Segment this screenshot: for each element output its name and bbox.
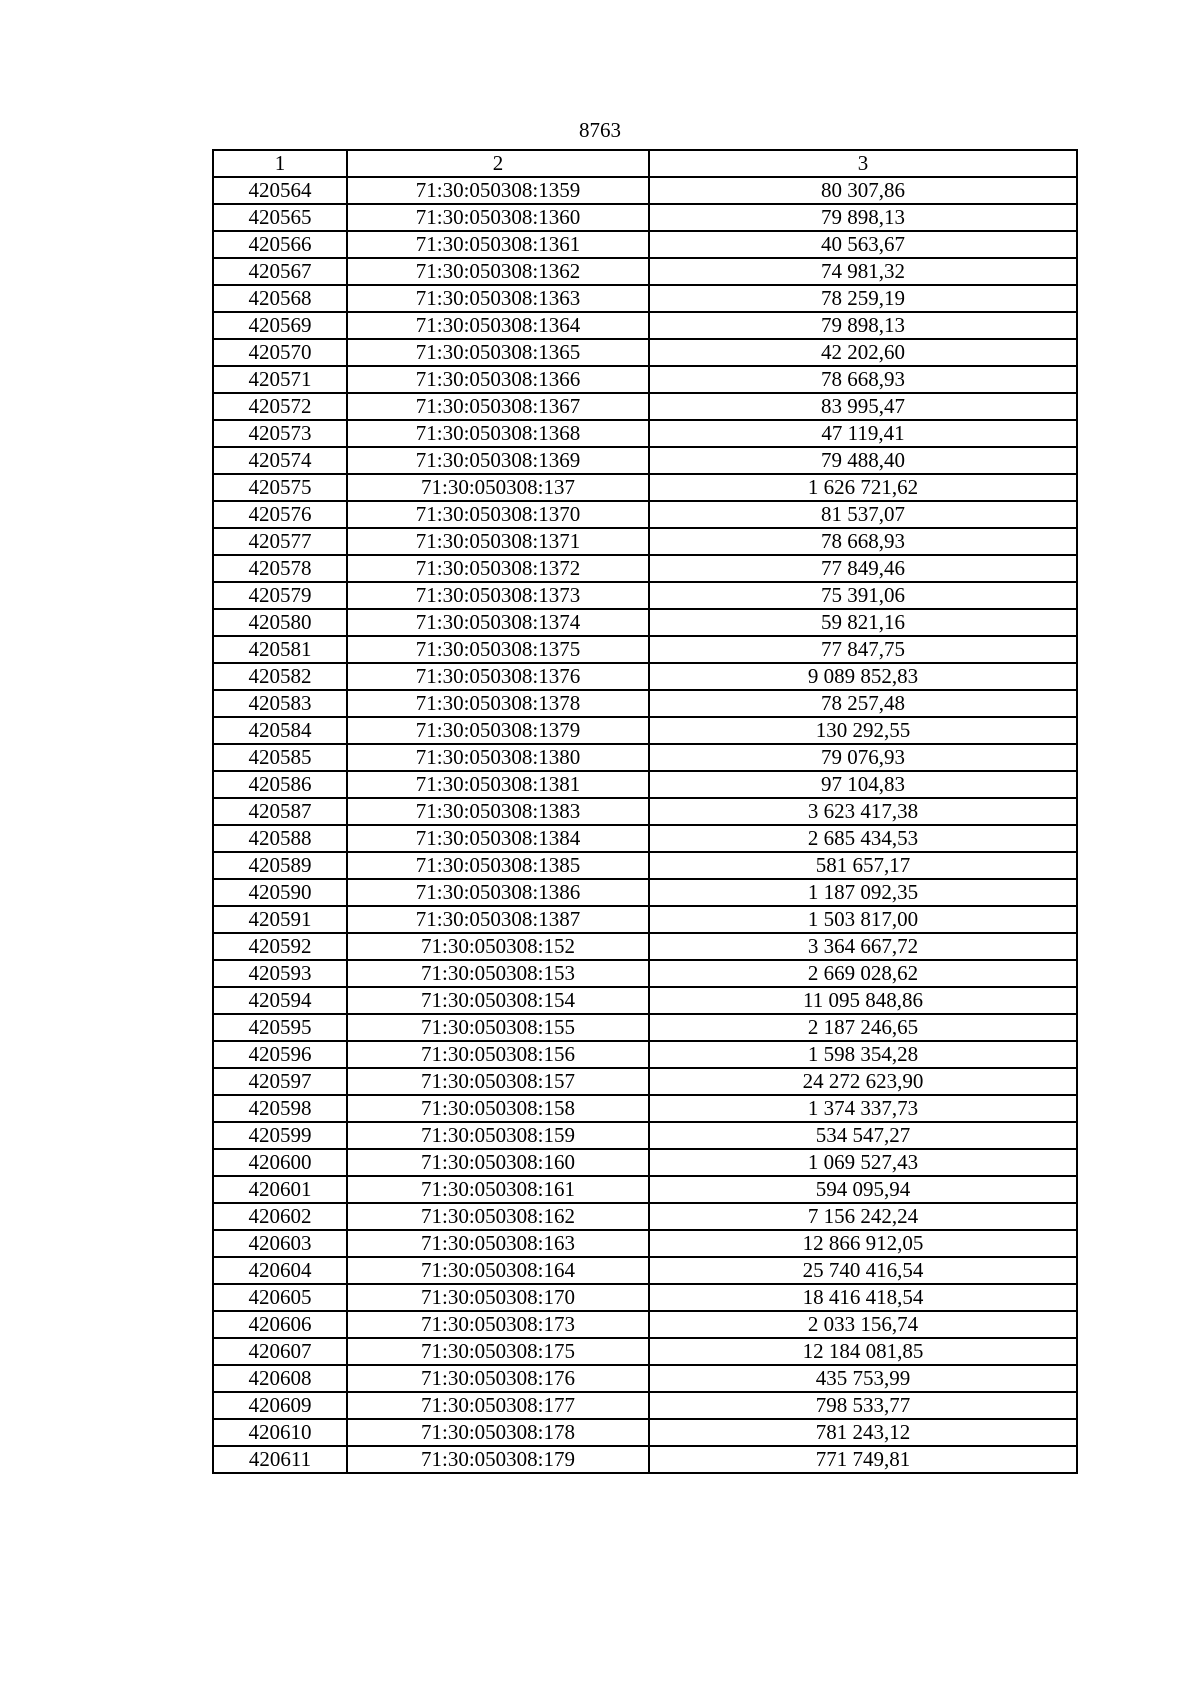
row-number-cell: 420570	[213, 339, 347, 366]
cadastral-number-cell: 71:30:050308:1381	[347, 771, 649, 798]
row-number-cell: 420588	[213, 825, 347, 852]
cadastral-number-cell: 71:30:050308:1366	[347, 366, 649, 393]
value-cell: 83 995,47	[649, 393, 1077, 420]
table-row	[213, 1203, 1077, 1230]
row-number-cell: 420587	[213, 798, 347, 825]
row-number-cell: 420609	[213, 1392, 347, 1419]
row-number-cell: 420572	[213, 393, 347, 420]
cadastral-number-cell: 71:30:050308:163	[347, 1230, 649, 1257]
table-row	[213, 636, 1077, 663]
value-cell: 74 981,32	[649, 258, 1077, 285]
cadastral-number-cell: 71:30:050308:161	[347, 1176, 649, 1203]
row-number-cell: 420579	[213, 582, 347, 609]
header-row	[213, 150, 1077, 177]
value-cell: 1 598 354,28	[649, 1041, 1077, 1068]
cadastral-number-cell: 71:30:050308:1363	[347, 285, 649, 312]
row-number-cell: 420599	[213, 1122, 347, 1149]
cadastral-number-cell: 71:30:050308:1364	[347, 312, 649, 339]
cadastral-number-cell: 71:30:050308:1378	[347, 690, 649, 717]
value-cell: 78 257,48	[649, 690, 1077, 717]
table-row	[213, 1311, 1077, 1338]
value-cell: 11 095 848,86	[649, 987, 1077, 1014]
table-row	[213, 663, 1077, 690]
table-row	[213, 879, 1077, 906]
table-row	[213, 744, 1077, 771]
table-row	[213, 204, 1077, 231]
row-number-cell: 420595	[213, 1014, 347, 1041]
value-cell: 78 259,19	[649, 285, 1077, 312]
cadastral-number-cell: 71:30:050308:176	[347, 1365, 649, 1392]
table-row	[213, 717, 1077, 744]
cadastral-number-cell: 71:30:050308:1380	[347, 744, 649, 771]
row-number-cell: 420600	[213, 1149, 347, 1176]
value-cell: 79 898,13	[649, 204, 1077, 231]
table-row	[213, 798, 1077, 825]
value-cell: 25 740 416,54	[649, 1257, 1077, 1284]
table-row	[213, 528, 1077, 555]
table-row	[213, 987, 1077, 1014]
value-cell: 2 033 156,74	[649, 1311, 1077, 1338]
row-number-cell: 420604	[213, 1257, 347, 1284]
value-cell: 80 307,86	[649, 177, 1077, 204]
table-body	[213, 177, 1077, 1473]
header-cell-col3: 3	[649, 150, 1077, 177]
cadastral-number-cell: 71:30:050308:1368	[347, 420, 649, 447]
cadastral-number-cell: 71:30:050308:170	[347, 1284, 649, 1311]
row-number-cell: 420573	[213, 420, 347, 447]
table-row	[213, 474, 1077, 501]
cadastral-number-cell: 71:30:050308:1372	[347, 555, 649, 582]
cadastral-number-cell: 71:30:050308:173	[347, 1311, 649, 1338]
table-row	[213, 771, 1077, 798]
cadastral-number-cell: 71:30:050308:155	[347, 1014, 649, 1041]
row-number-cell: 420593	[213, 960, 347, 987]
row-number-cell: 420598	[213, 1095, 347, 1122]
row-number-cell: 420564	[213, 177, 347, 204]
table-row	[213, 1122, 1077, 1149]
value-cell: 9 089 852,83	[649, 663, 1077, 690]
table-row	[213, 420, 1077, 447]
value-cell: 2 669 028,62	[649, 960, 1077, 987]
cadastral-number-cell: 71:30:050308:1367	[347, 393, 649, 420]
cadastral-number-cell: 71:30:050308:1384	[347, 825, 649, 852]
value-cell: 7 156 242,24	[649, 1203, 1077, 1230]
cadastral-number-cell: 71:30:050308:160	[347, 1149, 649, 1176]
table-row	[213, 555, 1077, 582]
cadastral-number-cell: 71:30:050308:1386	[347, 879, 649, 906]
table-row	[213, 1176, 1077, 1203]
value-cell: 77 849,46	[649, 555, 1077, 582]
table-row	[213, 258, 1077, 285]
table-row	[213, 906, 1077, 933]
page-number: 8763	[579, 118, 621, 142]
row-number-cell: 420608	[213, 1365, 347, 1392]
table-row	[213, 312, 1077, 339]
value-cell: 435 753,99	[649, 1365, 1077, 1392]
table-row	[213, 285, 1077, 312]
value-cell: 1 069 527,43	[649, 1149, 1077, 1176]
table-row	[213, 1392, 1077, 1419]
value-cell: 40 563,67	[649, 231, 1077, 258]
table-row	[213, 1041, 1077, 1068]
value-cell: 581 657,17	[649, 852, 1077, 879]
value-cell: 2 187 246,65	[649, 1014, 1077, 1041]
table-row	[213, 1095, 1077, 1122]
row-number-cell: 420590	[213, 879, 347, 906]
row-number-cell: 420596	[213, 1041, 347, 1068]
cadastral-number-cell: 71:30:050308:179	[347, 1446, 649, 1473]
header-cell-col1: 1	[213, 150, 347, 177]
value-cell: 47 119,41	[649, 420, 1077, 447]
row-number-cell: 420610	[213, 1419, 347, 1446]
row-number-cell: 420585	[213, 744, 347, 771]
row-number-cell: 420571	[213, 366, 347, 393]
cadastral-number-cell: 71:30:050308:1370	[347, 501, 649, 528]
value-cell: 781 243,12	[649, 1419, 1077, 1446]
cadastral-number-cell: 71:30:050308:154	[347, 987, 649, 1014]
cadastral-number-cell: 71:30:050308:177	[347, 1392, 649, 1419]
table-row	[213, 1284, 1077, 1311]
value-cell: 2 685 434,53	[649, 825, 1077, 852]
table-row	[213, 231, 1077, 258]
row-number-cell: 420576	[213, 501, 347, 528]
table-row	[213, 852, 1077, 879]
row-number-cell: 420580	[213, 609, 347, 636]
row-number-cell: 420575	[213, 474, 347, 501]
cadastral-number-cell: 71:30:050308:1387	[347, 906, 649, 933]
value-cell: 3 364 667,72	[649, 933, 1077, 960]
value-cell: 534 547,27	[649, 1122, 1077, 1149]
table-row	[213, 960, 1077, 987]
table-row	[213, 933, 1077, 960]
value-cell: 79 488,40	[649, 447, 1077, 474]
row-number-cell: 420607	[213, 1338, 347, 1365]
cadastral-number-cell: 71:30:050308:1373	[347, 582, 649, 609]
table-row	[213, 1014, 1077, 1041]
cadastral-number-cell: 71:30:050308:1360	[347, 204, 649, 231]
table-row	[213, 1446, 1077, 1473]
table-row	[213, 609, 1077, 636]
value-cell: 12 866 912,05	[649, 1230, 1077, 1257]
row-number-cell: 420591	[213, 906, 347, 933]
value-cell: 42 202,60	[649, 339, 1077, 366]
table-row	[213, 393, 1077, 420]
table-header	[213, 150, 1077, 177]
value-cell: 1 503 817,00	[649, 906, 1077, 933]
table-row	[213, 177, 1077, 204]
data-table	[212, 149, 1078, 1474]
row-number-cell: 420581	[213, 636, 347, 663]
value-cell: 1 187 092,35	[649, 879, 1077, 906]
cadastral-number-cell: 71:30:050308:1371	[347, 528, 649, 555]
row-number-cell: 420584	[213, 717, 347, 744]
cadastral-number-cell: 71:30:050308:164	[347, 1257, 649, 1284]
table-row	[213, 1149, 1077, 1176]
cadastral-number-cell: 71:30:050308:1362	[347, 258, 649, 285]
value-cell: 18 416 418,54	[649, 1284, 1077, 1311]
table-row	[213, 1338, 1077, 1365]
row-number-cell: 420577	[213, 528, 347, 555]
row-number-cell: 420568	[213, 285, 347, 312]
value-cell: 59 821,16	[649, 609, 1077, 636]
table-row	[213, 339, 1077, 366]
row-number-cell: 420565	[213, 204, 347, 231]
cadastral-number-cell: 71:30:050308:152	[347, 933, 649, 960]
row-number-cell: 420582	[213, 663, 347, 690]
row-number-cell: 420594	[213, 987, 347, 1014]
value-cell: 771 749,81	[649, 1446, 1077, 1473]
table-row	[213, 1230, 1077, 1257]
cadastral-number-cell: 71:30:050308:1369	[347, 447, 649, 474]
table-row	[213, 1365, 1077, 1392]
cadastral-number-cell: 71:30:050308:157	[347, 1068, 649, 1095]
table-row	[213, 447, 1077, 474]
row-number-cell: 420589	[213, 852, 347, 879]
row-number-cell: 420567	[213, 258, 347, 285]
row-number-cell: 420569	[213, 312, 347, 339]
table-row	[213, 825, 1077, 852]
value-cell: 24 272 623,90	[649, 1068, 1077, 1095]
value-cell: 81 537,07	[649, 501, 1077, 528]
cadastral-number-cell: 71:30:050308:1383	[347, 798, 649, 825]
value-cell: 130 292,55	[649, 717, 1077, 744]
table-row	[213, 501, 1077, 528]
row-number-cell: 420566	[213, 231, 347, 258]
cadastral-number-cell: 71:30:050308:1376	[347, 663, 649, 690]
table-row	[213, 1257, 1077, 1284]
cadastral-number-cell: 71:30:050308:1361	[347, 231, 649, 258]
cadastral-number-cell: 71:30:050308:1365	[347, 339, 649, 366]
value-cell: 77 847,75	[649, 636, 1077, 663]
value-cell: 798 533,77	[649, 1392, 1077, 1419]
table-row	[213, 1419, 1077, 1446]
row-number-cell: 420602	[213, 1203, 347, 1230]
value-cell: 594 095,94	[649, 1176, 1077, 1203]
value-cell: 78 668,93	[649, 366, 1077, 393]
cadastral-number-cell: 71:30:050308:159	[347, 1122, 649, 1149]
row-number-cell: 420597	[213, 1068, 347, 1095]
cadastral-number-cell: 71:30:050308:153	[347, 960, 649, 987]
value-cell: 1 374 337,73	[649, 1095, 1077, 1122]
table-row	[213, 690, 1077, 717]
row-number-cell: 420603	[213, 1230, 347, 1257]
value-cell: 79 076,93	[649, 744, 1077, 771]
value-cell: 79 898,13	[649, 312, 1077, 339]
cadastral-number-cell: 71:30:050308:1385	[347, 852, 649, 879]
cadastral-number-cell: 71:30:050308:1379	[347, 717, 649, 744]
row-number-cell: 420605	[213, 1284, 347, 1311]
cadastral-number-cell: 71:30:050308:178	[347, 1419, 649, 1446]
cadastral-number-cell: 71:30:050308:175	[347, 1338, 649, 1365]
table-row	[213, 582, 1077, 609]
cadastral-number-cell: 71:30:050308:1374	[347, 609, 649, 636]
row-number-cell: 420592	[213, 933, 347, 960]
cadastral-number-cell: 71:30:050308:1375	[347, 636, 649, 663]
table-row	[213, 366, 1077, 393]
value-cell: 75 391,06	[649, 582, 1077, 609]
value-cell: 78 668,93	[649, 528, 1077, 555]
header-cell-col2: 2	[347, 150, 649, 177]
value-cell: 1 626 721,62	[649, 474, 1077, 501]
value-cell: 97 104,83	[649, 771, 1077, 798]
cadastral-number-cell: 71:30:050308:162	[347, 1203, 649, 1230]
cadastral-number-cell: 71:30:050308:137	[347, 474, 649, 501]
cadastral-number-cell: 71:30:050308:156	[347, 1041, 649, 1068]
cadastral-number-cell: 71:30:050308:158	[347, 1095, 649, 1122]
row-number-cell: 420601	[213, 1176, 347, 1203]
cadastral-number-cell: 71:30:050308:1359	[347, 177, 649, 204]
row-number-cell: 420574	[213, 447, 347, 474]
row-number-cell: 420606	[213, 1311, 347, 1338]
row-number-cell: 420578	[213, 555, 347, 582]
table-row	[213, 1068, 1077, 1095]
row-number-cell: 420611	[213, 1446, 347, 1473]
row-number-cell: 420586	[213, 771, 347, 798]
value-cell: 3 623 417,38	[649, 798, 1077, 825]
row-number-cell: 420583	[213, 690, 347, 717]
value-cell: 12 184 081,85	[649, 1338, 1077, 1365]
